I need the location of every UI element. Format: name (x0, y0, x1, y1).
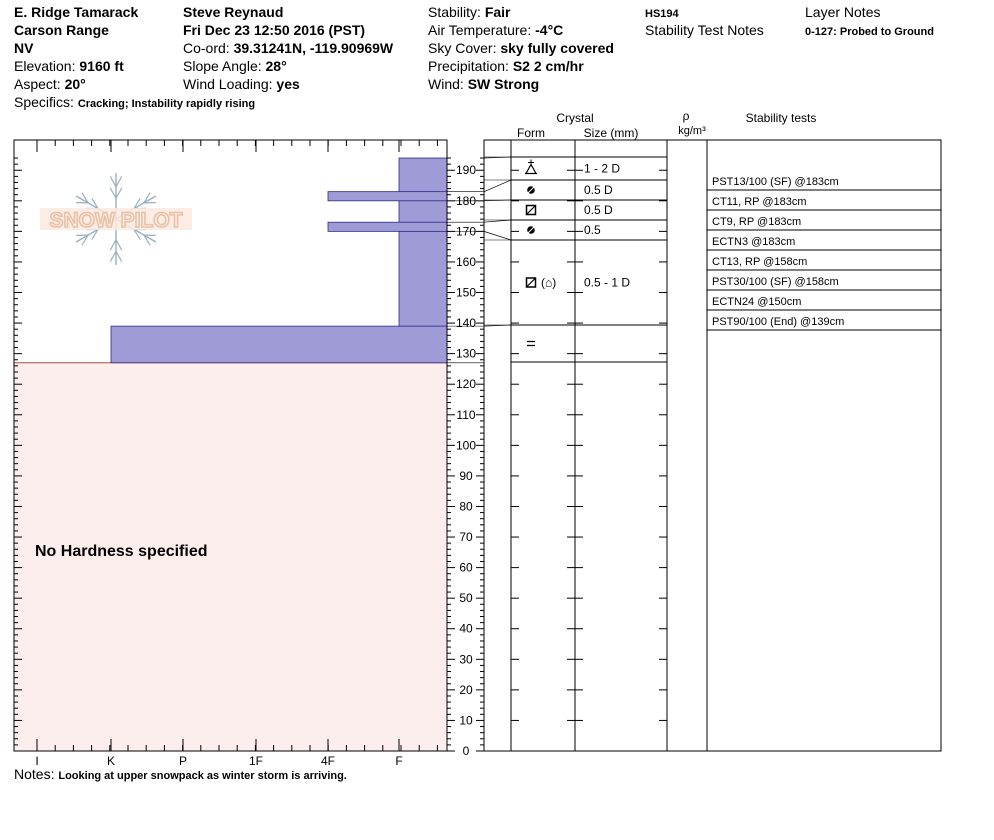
height-tick-label: 50 (459, 591, 473, 606)
air-temp-value: -4°C (535, 22, 564, 38)
layer-notes-label: Layer Notes (805, 4, 881, 20)
logo-text: SNOW PILOT (49, 209, 183, 232)
stability-test-label: PST90/100 (End) @139cm (712, 316, 845, 328)
crystal-size-label: 1 - 2 D (584, 161, 621, 176)
hardness-tick-label: K (106, 754, 116, 768)
form-header: Form (517, 126, 545, 140)
grid-frame (484, 140, 941, 751)
height-tick-label: 170 (455, 224, 477, 239)
decomposing-fragments-icon (525, 165, 537, 174)
notes-value: Looking at upper snowpack as winter storm is arriving. (58, 770, 347, 782)
stability-label: Stability: (428, 4, 481, 20)
height-tick-label: 160 (455, 254, 477, 269)
height-tick-label: 40 (459, 621, 473, 636)
hardness-layer-bar (399, 158, 447, 326)
stability-notes-label: Stability Test Notes (645, 22, 764, 38)
wind-loading-label: Wind Loading: (183, 76, 273, 92)
wind-label: Wind: (428, 76, 464, 92)
stability-test-label: PST30/100 (SF) @158cm (712, 276, 839, 288)
size-header: Size (mm) (583, 126, 639, 140)
decomposing-fragments-icon-star (528, 160, 534, 166)
faceted-icon-slash (527, 278, 536, 287)
height-tick-label: 80 (459, 499, 473, 514)
notes-label: Notes: (14, 766, 55, 782)
snowflake-branch (116, 188, 122, 199)
crystal-size-label: 0.5 - 1 D (584, 275, 631, 290)
air-temp-label: Air Temperature: (428, 22, 532, 38)
height-tick-label: 110 (456, 407, 476, 422)
specifics-label: Specifics: (14, 94, 74, 110)
layer-connector (484, 180, 511, 192)
hardness-tick-label: F (395, 754, 403, 768)
height-tick-label: 130 (455, 346, 477, 361)
height-tick-label: 70 (459, 530, 473, 545)
snowpilot-logo (40, 173, 192, 265)
hardness-layer-bar (111, 326, 447, 363)
hardness-layer-bar (328, 192, 447, 201)
hardness-layers (111, 158, 447, 363)
snowflake-branch (116, 251, 122, 262)
slope-label: Slope Angle: (183, 58, 262, 74)
stability-test-label: CT13, RP @158cm (712, 256, 808, 268)
crystal-size-label: 0.5 (584, 223, 601, 237)
stability-test-label: CT11, RP @183cm (712, 196, 807, 208)
height-tick-label: 0 (462, 744, 470, 758)
aspect-value: 20° (64, 76, 86, 92)
crystal-header: Crystal (556, 111, 594, 125)
melt-freeze-icon (527, 342, 535, 346)
stability-test-label: ECTN24 @150cm (712, 296, 802, 308)
height-tick-label: 60 (459, 560, 473, 575)
stability-tests (707, 176, 941, 330)
hardness-tick-label: I (35, 754, 39, 768)
wind-value: SW Strong (467, 76, 540, 92)
snowflake-branch (116, 240, 122, 251)
aspect-label: Aspect: (14, 76, 61, 92)
rounded-facets-secondary-icon: (⌂) (541, 275, 557, 290)
elevation-value: 9160 ft (79, 58, 124, 74)
stability-value: Fair (484, 4, 511, 20)
snowflake-branch (110, 188, 116, 199)
observation-datetime: Fri Dec 23 12:50 2016 (PST) (183, 22, 366, 38)
height-tick-label: 150 (455, 285, 477, 300)
stability-test-label: PST13/100 (SF) @183cm (712, 176, 839, 188)
wind-loading-value: yes (276, 76, 300, 92)
observer-name: Steve Reynaud (183, 4, 284, 20)
stability-test-label: CT9, RP @183cm (712, 216, 802, 228)
hardness-layer-bar (328, 222, 447, 231)
height-tick-label: 190 (455, 163, 477, 178)
height-tick-label: 30 (459, 652, 473, 667)
height-tick-label: 20 (459, 682, 473, 697)
snowflake-branch (110, 240, 116, 251)
coord-label: Co-ord: (183, 40, 230, 56)
layer-connector (484, 231, 511, 240)
coord-value: 39.31241N, -119.90969W (233, 40, 394, 56)
stability-header: Stability tests (745, 111, 817, 125)
layer-connector (484, 220, 511, 222)
height-tick-label: 10 (459, 713, 473, 728)
height-tick-label: 100 (455, 438, 477, 453)
density-header-unit: kg/m³ (678, 125, 706, 137)
snowflake-branch (116, 176, 122, 187)
hardness-tick-label: 1F (248, 754, 264, 768)
range-name: Carson Range (14, 22, 109, 38)
density-header-symbol: ρ (682, 109, 690, 123)
location-name: E. Ridge Tamarack (14, 4, 139, 20)
crystal-size-label: 0.5 D (584, 183, 613, 197)
faceted-icon-slash (527, 206, 536, 215)
precip-label: Precipitation: (428, 58, 509, 74)
no-hardness-label: No Hardness specified (35, 543, 208, 560)
height-tick-label: 120 (455, 377, 477, 392)
hs-value: HS194 (645, 8, 679, 20)
crystal-size-label: 0.5 D (584, 203, 613, 217)
elevation-label: Elevation: (14, 58, 76, 74)
snowflake-branch (110, 251, 116, 262)
crystal-grid (484, 140, 941, 751)
sky-label: Sky Cover: (428, 40, 497, 56)
stability-test-label: ECTN3 @183cm (712, 236, 796, 248)
state-name: NV (14, 40, 34, 56)
height-tick-label: 90 (459, 468, 473, 483)
height-tick-label: 180 (455, 193, 477, 208)
hardness-tick-label: 4F (320, 754, 336, 768)
sky-value: sky fully covered (500, 40, 614, 56)
layer-note: 0-127: Probed to Ground (805, 26, 934, 38)
slope-value: 28° (265, 58, 287, 74)
precip-value: S2 2 cm/hr (512, 58, 584, 74)
height-tick-label: 140 (455, 316, 477, 331)
hardness-tick-label: P (178, 754, 188, 768)
specifics-value: Cracking; Instability rapidly rising (77, 98, 256, 110)
snowflake-branch (110, 176, 116, 187)
